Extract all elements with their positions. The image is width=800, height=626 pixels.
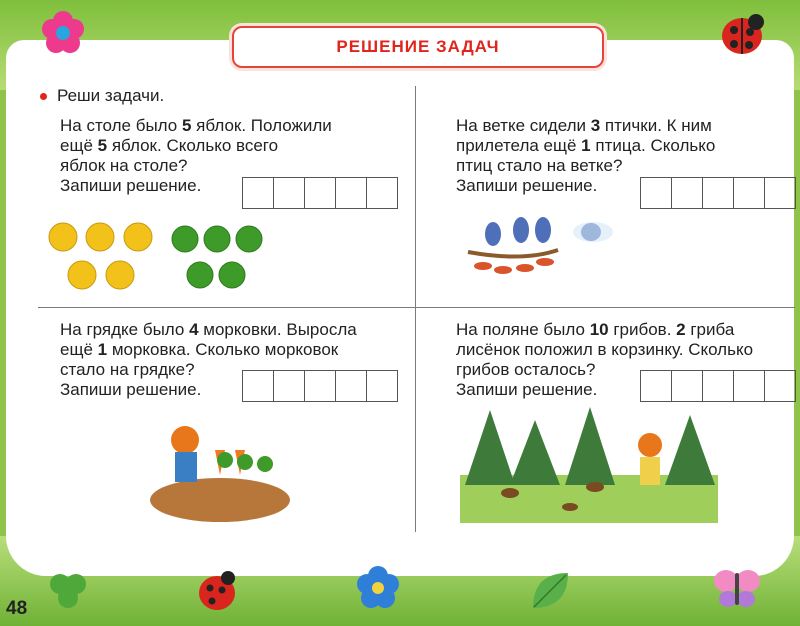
flower-icon bbox=[353, 563, 403, 613]
butterfly-icon bbox=[712, 565, 762, 611]
instruction bbox=[40, 86, 164, 106]
task-carrots: На грядке было 4 морковки. Выросла ещё 1 морковка. Сколько морковок стало на грядке? Запиши решение. bbox=[60, 320, 357, 399]
page-number: 48 bbox=[6, 598, 28, 619]
clover-icon bbox=[48, 570, 88, 610]
bullet-icon bbox=[40, 93, 47, 100]
answer-boxes[interactable] bbox=[640, 370, 796, 402]
flower-icon bbox=[38, 8, 88, 58]
task-birds: На ветке сидели 3 птички. К ним прилетела ещё 1 птица. Сколько птиц стало на ветке? Запиши решение. bbox=[456, 116, 716, 195]
birds-illustration bbox=[463, 210, 623, 285]
ladybug-icon bbox=[192, 568, 242, 614]
answer-boxes[interactable] bbox=[242, 177, 398, 209]
vertical-divider bbox=[415, 86, 416, 532]
answer-boxes[interactable] bbox=[640, 177, 796, 209]
horizontal-divider bbox=[38, 307, 795, 308]
title-box bbox=[232, 26, 604, 68]
answer-boxes[interactable] bbox=[242, 370, 398, 402]
leaf-icon bbox=[528, 568, 574, 614]
task-mushrooms: На поляне было 10 грибов. 2 гриба лисёнок положил в корзинку. Сколько грибов осталось? Запиши решение. bbox=[456, 320, 754, 399]
task-apples: На столе было 5 яблок. Положили ещё 5 яблок. Сколько всего яблок на столе? Запиши решение. bbox=[60, 116, 332, 195]
fox-garden-illustration bbox=[145, 420, 295, 530]
instruction-text: Реши задачи. bbox=[57, 86, 165, 105]
page-title: РЕШЕНИЕ ЗАДАЧ bbox=[336, 37, 500, 56]
apples-illustration bbox=[45, 215, 275, 295]
ladybug-icon bbox=[712, 8, 772, 58]
forest-illustration bbox=[460, 405, 720, 525]
